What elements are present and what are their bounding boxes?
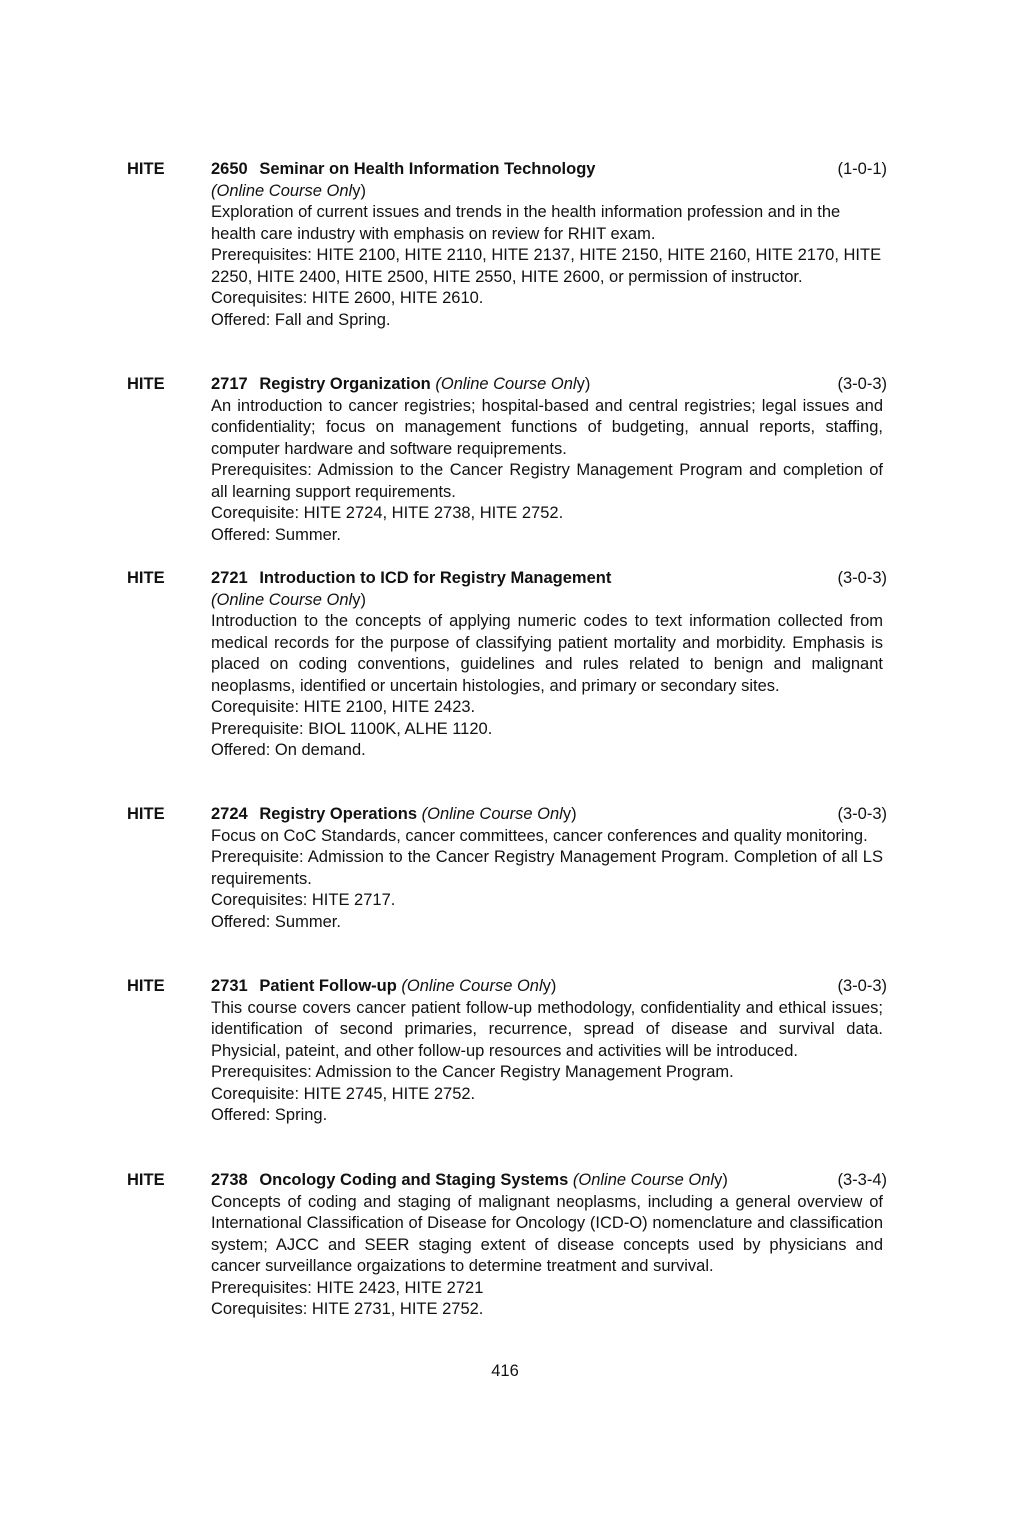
course-offered: Offered: Summer.: [211, 912, 341, 931]
course-body: [211, 568, 883, 762]
course-heading: 2724 Registry Operations (Online Course Only): [211, 805, 577, 823]
course-corequisites: Corequisites: HITE 2600, HITE 2610.: [211, 289, 484, 307]
course-title: Seminar on Health Information Technology: [259, 160, 596, 178]
course-prerequisites: Prerequisites: HITE 2423, HITE 2721: [211, 1278, 484, 1297]
course-number: 2717: [211, 375, 248, 393]
course-title: Registry Organization: [259, 375, 431, 393]
course-number: 2650: [211, 160, 248, 178]
course-number: 2731: [211, 977, 248, 995]
course-description: Introduction to the concepts of applying numeric codes to text information collected from medical records for the purpose of classifying patient mortality and morbidity. Emphasis is placed on coding conventions, guidelines and rules related to benign and malignant neoplasms, identified or uncertain histologies, and primary or secondary sites.: [211, 612, 883, 695]
course-subject: HITE: [127, 375, 165, 393]
course-title: Registry Operations: [259, 805, 418, 823]
course-hours: (3-0-3): [837, 977, 887, 995]
course-subject: HITE: [127, 977, 165, 995]
course-hours: (1-0-1): [837, 160, 887, 178]
course-body: [211, 804, 883, 933]
course-description: Concepts of coding and staging of malignant neoplasms, including a general overview of International Classification of Disease for Oncology (ICD-O) nomenclature and classification system; AJCC and SEER staging extent of disease concepts used by physicians and cancer surveillance orgaizations to determine treatment and survival.: [211, 1192, 883, 1275]
course-prerequisites: Prerequisite: BIOL 1100K, ALHE 1120.: [211, 719, 493, 738]
course-entry-2738: [127, 1170, 887, 1321]
course-entry-2724: [127, 804, 887, 933]
course-offered: Offered: Spring.: [211, 1106, 328, 1124]
course-description: Focus on CoC Standards, cancer committees, cancer conferences and quality monitoring.: [211, 826, 868, 845]
page-number: 416: [491, 1362, 519, 1380]
course-corequisites: Corequisites: HITE 2717.: [211, 891, 396, 909]
course-heading: 2731 Patient Follow-up (Online Course Only): [211, 977, 557, 995]
course-online-note: (Online Course Onl: [435, 375, 577, 393]
course-number: 2738: [211, 1171, 248, 1189]
course-heading: 2717 Registry Organization (Online Course Only): [211, 375, 591, 393]
course-body: [211, 374, 883, 546]
course-hours: (3-0-3): [837, 569, 887, 587]
course-subject: HITE: [127, 569, 165, 587]
course-title: Introduction to ICD for Registry Management: [259, 569, 612, 587]
course-offered: Offered: Summer.: [211, 525, 341, 544]
course-hours: (3-3-4): [837, 1171, 887, 1189]
course-entry-2717: [127, 374, 887, 546]
course-prerequisites: Prerequisite: Admission to the Cancer Registry Management Program. Completion of all LS requirements.: [211, 848, 883, 888]
course-corequisites: Corequisite: HITE 2724, HITE 2738, HITE 2752.: [211, 504, 564, 522]
course-corequisites: Corequisites: HITE 2731, HITE 2752.: [211, 1300, 484, 1318]
course-entry-2650: [127, 159, 887, 331]
course-entry-2731: [127, 976, 887, 1127]
course-description: Exploration of current issues and trends in the health information profession and in the health care industry with emphasis on review for RHIT exam.: [211, 203, 841, 243]
course-offered: Offered: Fall and Spring.: [211, 310, 391, 329]
course-corequisites: Corequisite: HITE 2100, HITE 2423.: [211, 698, 476, 716]
course-body: [211, 1170, 883, 1321]
course-number: 2721: [211, 569, 248, 587]
course-prerequisites: Prerequisites: Admission to the Cancer Registry Management Program and completion of all learning support requirements.: [211, 461, 883, 501]
course-online-note: (Online Course Only): [211, 181, 366, 200]
course-online-note: (Online Course Onl: [421, 805, 563, 823]
course-title: Patient Follow-up: [259, 977, 397, 995]
course-body: [211, 976, 883, 1127]
course-number: 2724: [211, 805, 248, 823]
course-hours: (3-0-3): [837, 375, 887, 393]
course-online-note: (Online Course Only): [211, 590, 366, 609]
course-hours: (3-0-3): [837, 805, 887, 823]
course-subject: HITE: [127, 1171, 165, 1189]
course-prerequisites: Prerequisites: HITE 2100, HITE 2110, HITE 2137, HITE 2150, HITE 2160, HITE 2170, HITE 2250, HITE 2400, HITE 2500, HITE 2550, HITE 2600, or permission of instructor.: [211, 246, 882, 286]
course-heading: 2738 Oncology Coding and Staging Systems (Online Course Only): [211, 1171, 728, 1189]
course-subject: HITE: [127, 160, 165, 178]
course-online-note: (Online Course Onl: [401, 977, 543, 995]
course-description: An introduction to cancer registries; hospital-based and central registries; legal issues and confidentiality; focus on management functions of budgeting, annual reports, staffing, computer hardware and software requiprements.: [211, 396, 883, 458]
course-description: This course covers cancer patient follow-up methodology, confidentiality and ethical issues; identification of second primaries, recurrence, spread of disease and survival data. Physicial, pateint, and other follow-up resources and activities will be introduced.: [211, 998, 883, 1060]
course-online-note: (Online Course Onl: [572, 1171, 715, 1189]
course-offered: Offered: On demand.: [211, 741, 366, 759]
course-entry-2721: [127, 568, 887, 762]
course-corequisites: Corequisite: HITE 2745, HITE 2752.: [211, 1084, 476, 1103]
course-prerequisites: Prerequisites: Admission to the Cancer Registry Management Program.: [211, 1063, 734, 1081]
course-title: Oncology Coding and Staging Systems: [259, 1171, 569, 1189]
course-body: [211, 159, 883, 331]
course-heading: [211, 159, 883, 181]
course-heading: [211, 568, 883, 590]
course-subject: HITE: [127, 805, 165, 823]
